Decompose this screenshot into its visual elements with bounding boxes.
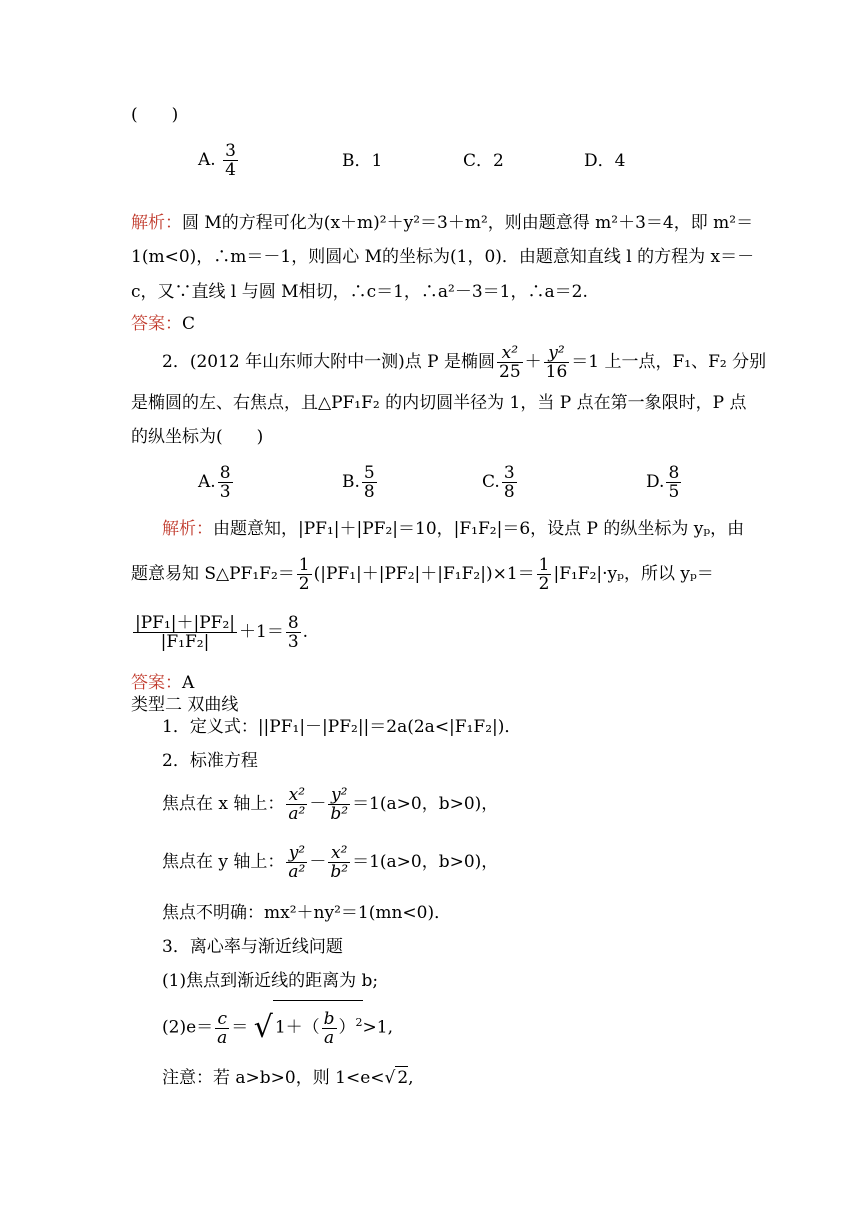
q2-analysis-line-1 xyxy=(162,518,744,540)
fraction xyxy=(328,786,350,823)
half-fraction xyxy=(297,556,312,593)
numerator: x² xyxy=(328,844,350,863)
standard-equation-heading: 2．标准方程 xyxy=(162,751,258,771)
q2-choice-d xyxy=(646,460,683,504)
equation-prefix: 焦点在 y 轴上： xyxy=(162,852,285,872)
q2-choice-b xyxy=(342,460,379,504)
q2-stem-line-1 xyxy=(162,340,766,384)
analysis-text: |F₁F₂|·yₚ，所以 yₚ＝ xyxy=(553,564,714,584)
choice-a-fraction xyxy=(218,464,233,501)
q2-stem-line-3: 的纵坐标为( ) xyxy=(131,427,264,447)
q1-choice-c: C．2 xyxy=(463,151,504,171)
denominator: a² xyxy=(288,862,306,882)
analysis-text: . xyxy=(302,622,309,642)
definition: 1．定义式：||PF₁|－|PF₂||＝2a(2a<|F₁F₂|)． xyxy=(162,717,522,737)
plus-sign: ＋ xyxy=(524,352,542,372)
numerator: c xyxy=(215,1010,229,1029)
denominator: b² xyxy=(330,862,349,882)
answer-label: 答案： xyxy=(131,673,182,693)
q2-stem-prefix: 2．(2012 年山东师大附中一测)点 P 是椭圆 xyxy=(162,352,495,372)
fraction xyxy=(322,1010,337,1047)
denominator: a xyxy=(217,1027,228,1048)
y-axis-equation xyxy=(162,840,498,884)
analysis-text: (|PF₁|＋|PF₂|＋|F₁F₂|)×1＝ xyxy=(313,564,535,584)
py-fraction xyxy=(133,614,237,651)
q1-analysis-line-1 xyxy=(131,212,753,234)
eccentricity-item-2 xyxy=(162,1000,393,1050)
sqrt-text: ） xyxy=(338,1017,356,1038)
analysis-label: 解析： xyxy=(131,213,182,233)
note xyxy=(162,1066,414,1089)
q2-stem-line-2: 是椭圆的左、右焦点，且△PF₁F₂ 的内切圆半径为 1，当 P 点在第一象限时，P 点 xyxy=(131,393,747,413)
sqrt-body xyxy=(273,1000,363,1050)
minus-sign: － xyxy=(309,852,327,872)
equation-suffix: ＝1(a>0，b>0)， xyxy=(352,852,499,872)
analysis-label: 解析： xyxy=(162,519,213,539)
fraction xyxy=(215,1010,229,1047)
numerator: |PF₁|＋|PF₂| xyxy=(135,613,236,633)
fraction xyxy=(286,786,307,823)
eccentricity-heading: 3．离心率与渐近线问题 xyxy=(162,937,343,957)
denominator: a xyxy=(324,1027,335,1048)
q2-analysis-line-3 xyxy=(131,610,308,654)
exponent: 2 xyxy=(355,1016,363,1029)
numerator: 8 xyxy=(668,463,680,483)
ellipse-x-fraction xyxy=(497,344,523,381)
denominator: 2 xyxy=(298,574,310,594)
analysis-text: ＋1＝ xyxy=(239,622,284,642)
unclear-focus-equation: 焦点不明确：mx²＋ny²＝1(mn<0)． xyxy=(162,903,452,923)
q2-analysis-line-2 xyxy=(131,552,714,596)
q1-analysis-line-2: 1(m<0)，∴m＝－1，则圆心 M的坐标为(1，0)．由题意知直线 l 的方程为 x＝－ xyxy=(131,247,755,267)
choice-c-fraction xyxy=(502,464,517,501)
sqrt-sign: √ xyxy=(253,1010,273,1046)
numerator: b xyxy=(323,1008,335,1029)
half-fraction xyxy=(537,556,552,593)
eccentricity-item-1: (1)焦点到渐近线的距离为 b; xyxy=(162,971,379,991)
section-title: 类型二 双曲线 xyxy=(131,695,239,715)
equation-prefix: (2)e＝ xyxy=(162,1017,214,1038)
q1-analysis-line-3: c，又∵直线 l 与圆 M相切，∴c＝1，∴a²－3＝1，∴a＝2. xyxy=(131,282,588,302)
sqrt-sign: √ xyxy=(384,1068,396,1088)
numerator: y² xyxy=(286,844,307,863)
q2-stem-suffix: ＝1 上一点，F₁、F₂ 分别 xyxy=(571,352,767,372)
numerator: 3 xyxy=(225,141,236,161)
q1-paren: ( ) xyxy=(131,105,179,125)
choice-d-label: D. xyxy=(646,472,665,492)
q1-choice-a xyxy=(198,140,240,180)
minus-sign: － xyxy=(309,794,327,814)
analysis-text: 由题意知，|PF₁|＋|PF₂|＝10，|F₁F₂|＝6，设点 P 的纵坐标为 yₚ，由 xyxy=(213,519,745,539)
denominator: 3 xyxy=(219,482,231,502)
q2-choice-c xyxy=(482,460,519,504)
denominator: 8 xyxy=(363,482,375,502)
denominator: |F₁F₂| xyxy=(160,632,210,652)
choice-b-label: B. xyxy=(342,472,360,492)
numerator: y² xyxy=(544,344,570,363)
answer-label: 答案： xyxy=(131,314,182,334)
answer-value: A xyxy=(182,673,195,693)
fraction xyxy=(328,844,350,881)
numerator: 1 xyxy=(538,555,550,575)
q1-choice-d: D．4 xyxy=(584,151,626,171)
note-text: , xyxy=(408,1068,414,1088)
choice-a-fraction xyxy=(223,142,238,179)
sqrt-body: 2 xyxy=(397,1068,409,1088)
x-axis-equation xyxy=(162,782,498,826)
choice-d-fraction xyxy=(666,464,681,501)
q2-answer xyxy=(131,672,194,694)
numerator: 8 xyxy=(287,613,299,633)
numerator: 8 xyxy=(219,463,231,483)
q2-choice-a xyxy=(198,460,235,504)
sqrt-text: 1＋（ xyxy=(274,1017,320,1038)
equation-prefix: 焦点在 x 轴上： xyxy=(162,794,285,814)
answer-value: C xyxy=(182,314,196,334)
numerator: y² xyxy=(328,786,350,805)
denominator: b² xyxy=(330,804,349,824)
note-text: 注意：若 a>b>0，则 1<e< xyxy=(162,1068,385,1088)
choice-a-label: A. xyxy=(198,150,216,170)
denominator: 8 xyxy=(503,482,515,502)
equation-suffix: ＝1(a>0，b>0)， xyxy=(352,794,499,814)
q1-answer xyxy=(131,313,195,335)
choice-a-label: A. xyxy=(198,472,216,492)
ellipse-y-fraction xyxy=(544,344,570,381)
choice-c-label: C. xyxy=(482,472,500,492)
q1-choice-b: B．1 xyxy=(342,151,383,171)
denominator: 3 xyxy=(287,632,299,652)
numerator: 5 xyxy=(363,463,375,483)
analysis-text: 圆 M的方程可化为(x＋m)²＋y²＝3＋m²，则由题意得 m²＋3＝4，即 m²＝ xyxy=(182,213,754,233)
result-fraction xyxy=(286,614,301,651)
choice-b-fraction xyxy=(362,464,377,501)
numerator: x² xyxy=(286,786,307,805)
equals-sign: ＝ xyxy=(231,1017,249,1038)
numerator: 3 xyxy=(503,463,515,483)
denominator: 25 xyxy=(499,362,521,382)
denominator: a² xyxy=(288,804,306,824)
denominator: 4 xyxy=(225,160,236,180)
denominator: 2 xyxy=(538,574,550,594)
equation-suffix: >1, xyxy=(362,1017,394,1038)
denominator: 16 xyxy=(545,362,568,382)
numerator: x² xyxy=(497,344,523,363)
numerator: 1 xyxy=(298,555,310,575)
fraction xyxy=(286,844,307,881)
analysis-text: 题意易知 S△PF₁F₂＝ xyxy=(131,564,295,584)
denominator: 5 xyxy=(668,482,680,502)
